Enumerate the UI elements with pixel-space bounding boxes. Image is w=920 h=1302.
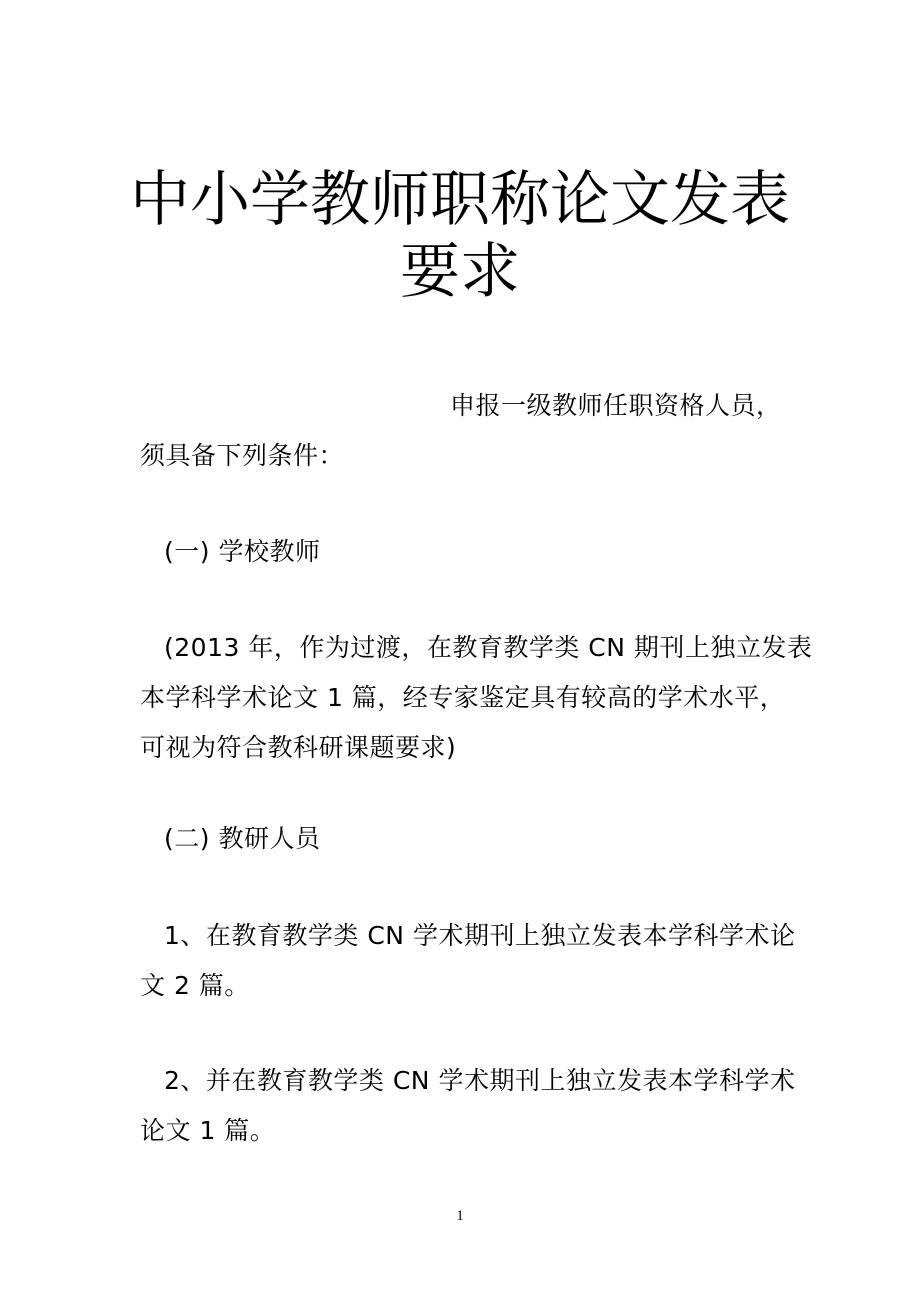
item-1-line-1: 1、在教育教学类 CN 学术期刊上独立发表本学科学术论 — [164, 921, 796, 950]
intro-text-line-2: 须具备下列条件： — [140, 441, 345, 470]
item-2-line-2: 论文 1 篇。 — [140, 1116, 276, 1145]
document-title-line-1: 中小学教师职称论文发表 — [130, 165, 790, 235]
section-heading-school-teachers: (一) 学校教师 — [164, 537, 321, 566]
item-2-line-1: 2、并在教育教学类 CN 学术期刊上独立发表本学科学术 — [164, 1066, 796, 1095]
section1-paragraph-line-3: 可视为符合教科研课题要求) — [140, 733, 457, 762]
item-1-line-2: 文 2 篇。 — [140, 971, 250, 1000]
section1-paragraph-line-2: 本学科学术论文 1 篇，经专家鉴定具有较高的学术水平， — [140, 683, 786, 712]
section1-paragraph-line-1: (2013 年，作为过渡，在教育教学类 CN 期刊上独立发表 — [164, 633, 813, 662]
document-title-line-2: 要求 — [400, 237, 520, 307]
page-number: 1 — [456, 1208, 464, 1224]
section-heading-research-staff: (二) 教研人员 — [164, 824, 321, 853]
intro-text-line-1: 申报一级教师任职资格人员， — [450, 391, 782, 420]
